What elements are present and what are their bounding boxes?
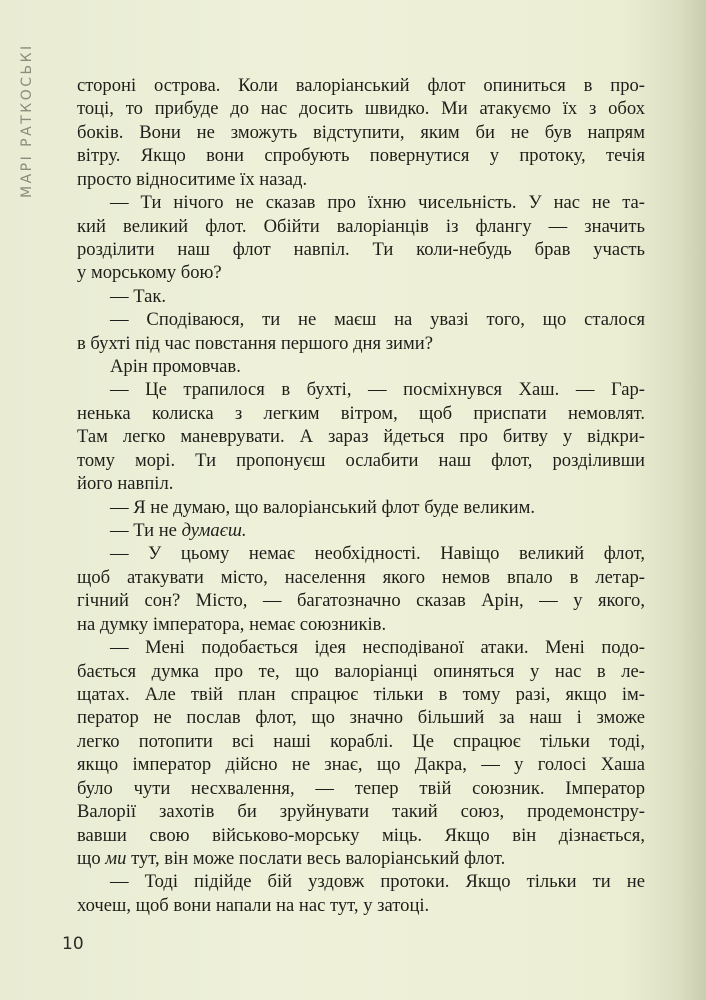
text-line: — Сподіваюся, ти не маєш на увазі того, що сталося [110, 309, 645, 331]
page-body-text [77, 74, 645, 917]
text-line [77, 519, 645, 542]
text-line: його навпіл. [77, 473, 174, 495]
text-line: вавши свою військово-морську міць. Якщо він дізнається, [77, 824, 645, 846]
text-line: вітру. Якщо вони спробують повернутися у протоку, течія [77, 145, 645, 167]
text-line: — Я не думаю, що валоріанський флот буде великим. [110, 496, 535, 518]
text-line: стороні острова. Коли валоріанський флот опиниться в про- [77, 75, 645, 96]
text-line: — У цьому немає необхідності. Навіщо великий флот, [110, 543, 645, 565]
text-line: кий великий флот. Обійти валоріанців із флангу — значить [77, 215, 645, 237]
text-line: у морському бою? [77, 262, 222, 284]
text-line: тому морі. Ти пропонуєш ослабити наш флот, розділивши [77, 449, 645, 471]
text-line: боків. Вони не зможуть відступити, яким би не був напрям [77, 121, 645, 143]
text-line: — Тоді підійде бій уздовж протоки. Якщо тільки ти не [110, 871, 645, 893]
text-line: щоб атакувати місто, населення якого немов впало в летар- [77, 566, 645, 588]
text-line: було чути несхвалення, — тепер твій союзник. Імператор [77, 777, 645, 799]
text-line: Арін промовчав. [110, 356, 241, 378]
text-segment: — Ти не [110, 520, 182, 542]
text-line: в бухті під час повстання першого дня зими? [77, 332, 433, 354]
italic-emphasis: думаєш. [181, 520, 247, 542]
text-line: — Це трапилося в бухті, — посміхнувся Хаш. — Гар- [110, 379, 645, 401]
text-line: Там легко маневрувати. А зараз йдеться про битву у відкри- [77, 426, 645, 448]
text-line: на думку імператора, немає союзників. [77, 613, 387, 635]
text-line: ненька колиска з легким вітром, щоб приспати немовлят. [77, 402, 645, 424]
text-line [77, 847, 645, 870]
italic-emphasis: ми [105, 847, 127, 869]
text-line: якщо імператор дійсно не знає, що Дакра, — у голосі Хаша [77, 754, 645, 776]
text-line: Валорії захотів би зруйнувати такий союз, продемонстру- [77, 801, 645, 823]
text-line: щатах. Але твій план спрацює тільки в тому разі, якщо ім- [77, 683, 645, 705]
text-line: ператор не послав флот, що значно більший за наш і зможе [77, 707, 645, 729]
text-line: бається думка про те, що валоріанці опиняться у нас в ле- [77, 660, 645, 682]
text-segment: що [77, 847, 106, 869]
text-line: — Ти нічого не сказав про їхню чисельність. У нас не та- [110, 192, 645, 214]
text-line: тоці, то прибуде до нас досить швидко. Ми атакуємо їх з обох [77, 98, 645, 120]
text-segment: тут, він може послати весь валоріанський флот. [126, 847, 506, 869]
running-head-author: МАРІ РАТКОСЬКІ [19, 43, 35, 198]
text-line: хочеш, щоб вони напали на нас тут, у затоці. [77, 894, 430, 916]
text-line: — Мені подобається ідея несподіваної атаки. Мені подо- [110, 637, 645, 659]
text-line: — Так. [110, 285, 167, 307]
text-line: розділити наш флот навпіл. Ти коли-небудь брав участь [77, 238, 645, 260]
page-number: 10 [62, 934, 84, 954]
text-line: гічний сон? Місто, — багатозначно сказав Арін, — у якого, [77, 590, 645, 612]
text-line: легко потопити всі наші кораблі. Це спрацює тільки тоді, [77, 730, 645, 752]
text-line: просто відноситиме їх назад. [77, 168, 308, 190]
